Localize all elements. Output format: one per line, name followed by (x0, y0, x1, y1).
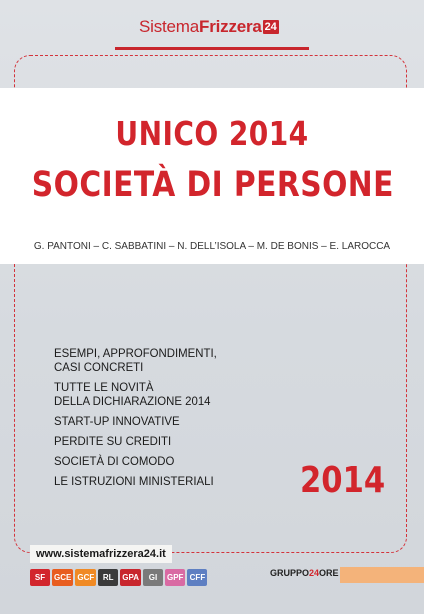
topic-list (54, 346, 314, 494)
topic-line: SOCIETÀ DI COMODO (54, 454, 175, 468)
topic-line: TUTTE LE NOVITÀ (54, 380, 154, 394)
topic-line: ESEMPI, APPROFONDIMENTI, (54, 346, 217, 360)
publisher-logo (270, 568, 339, 578)
badge: GI (143, 569, 163, 586)
topic-line: PERDITE SU CREDITI (54, 434, 172, 448)
topic-line: CASI CONCRETI (54, 360, 144, 374)
topic-item (54, 454, 301, 468)
website-url: www.sistemafrizzera24.it (30, 545, 172, 563)
publisher-part1: GRUPPO (270, 568, 310, 578)
topic-line: START-UP INNOVATIVE (54, 414, 180, 428)
topic-line: DELLA DICHIARAZIONE 2014 (54, 394, 211, 408)
badge: GCF (75, 569, 96, 586)
brand-part1: Sistema (139, 17, 200, 36)
brand-logo (139, 17, 279, 37)
title-line-1: UNICO 2014 (115, 114, 309, 153)
product-badges (30, 569, 207, 586)
topic-item (54, 380, 301, 408)
topic-item (54, 434, 301, 448)
badge: GPA (120, 569, 141, 586)
edition-year: 2014 (300, 460, 386, 501)
orange-strip (340, 567, 424, 583)
badge: CFF (187, 569, 207, 586)
badge: GPF (165, 569, 185, 586)
brand-part2: Frizzera (199, 17, 262, 36)
topic-item (54, 474, 301, 488)
badge: SF (30, 569, 50, 586)
topic-item (54, 414, 301, 428)
brand-part3: 24 (264, 21, 277, 33)
brand-underline (115, 47, 309, 50)
title-line-2: SOCIETÀ DI PERSONE (31, 165, 394, 205)
topic-line: LE ISTRUZIONI MINISTERIALI (54, 474, 214, 488)
badge: RL (98, 569, 118, 586)
authors: G. PANTONI – C. SABBATINI – N. DELL’ISOLA – M. DE BONIS – E. LAROCCA (33, 241, 391, 252)
badge: GCE (52, 569, 73, 586)
publisher-part3: ORE (319, 568, 339, 578)
publisher-part2: 24 (309, 568, 320, 578)
topic-item (54, 346, 301, 374)
